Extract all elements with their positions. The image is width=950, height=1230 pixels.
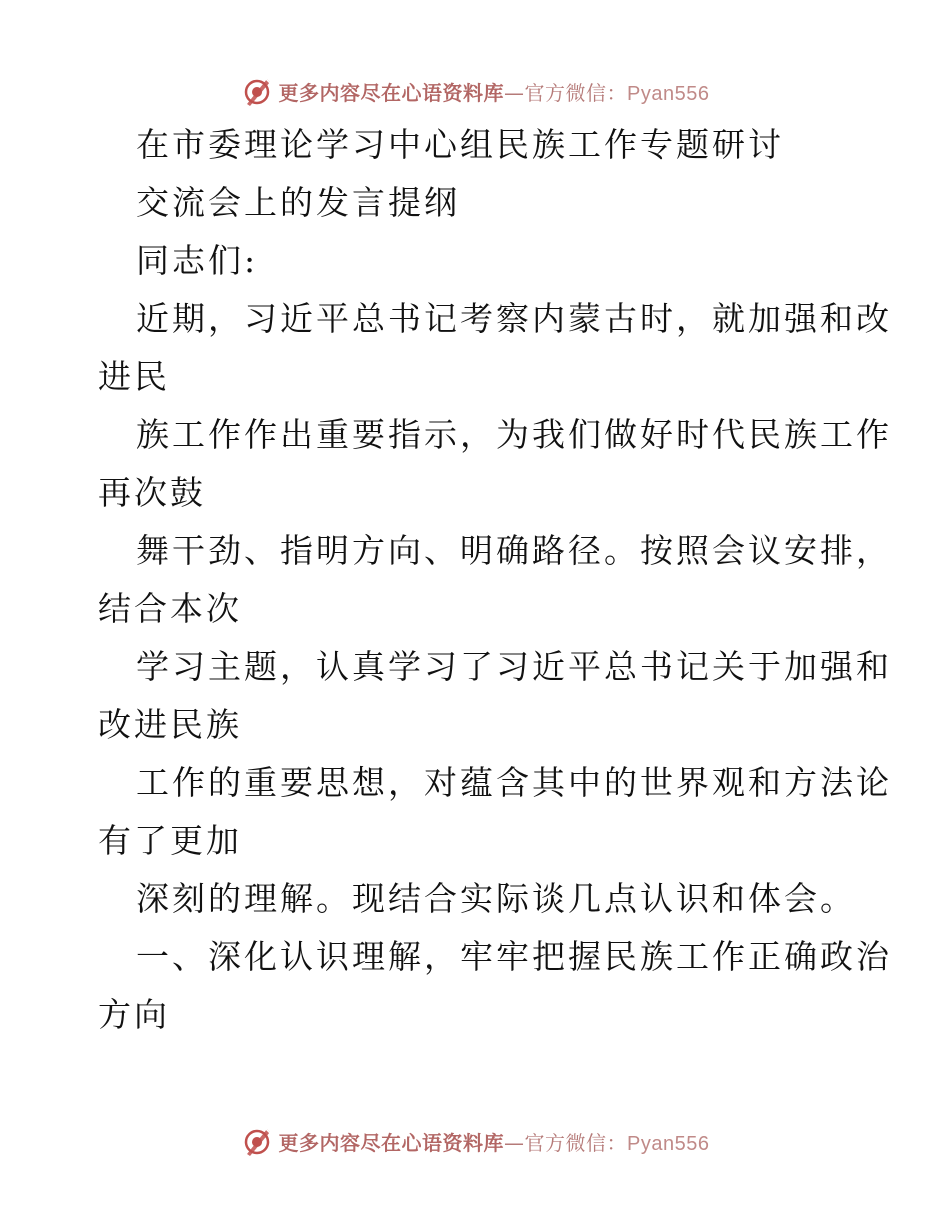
paragraph-line: 舞干劲、指明方向、明确路径。按照会议安排，	[136, 531, 892, 570]
title-line-1: 在市委理论学习中心组民族工作专题研讨	[136, 125, 784, 164]
watermark-text	[279, 77, 710, 106]
watermark-site: 更多内容尽在心语资料库	[278, 80, 505, 105]
watermark-wechat-label: 官方微信：	[524, 80, 628, 105]
paragraph-line: 改进民族	[98, 705, 242, 744]
paragraph-line: 进民	[98, 357, 170, 396]
watermark-site: 更多内容尽在心语资料库	[278, 1130, 505, 1155]
pen-logo-icon	[241, 75, 273, 107]
section-heading-continuation: 方向	[98, 995, 170, 1034]
watermark-handle: Pyan556	[627, 1132, 710, 1155]
paragraph-line: 深刻的理解。现结合实际谈几点认识和体会。	[136, 879, 856, 918]
watermark-header	[0, 71, 950, 111]
section-heading: 一、深化认识理解，牢牢把握民族工作正确政治	[136, 937, 892, 976]
document-body	[98, 116, 892, 1044]
paragraph-line: 结合本次	[98, 589, 242, 628]
watermark-separator: —	[504, 80, 525, 105]
paragraph-line: 族工作作出重要指示，为我们做好时代民族工作	[136, 415, 892, 454]
pen-logo-icon	[241, 1125, 273, 1157]
watermark-handle: Pyan556	[627, 82, 710, 105]
salutation: 同志们:	[136, 241, 259, 280]
watermark-wechat-label: 官方微信：	[524, 1130, 628, 1155]
paragraph-line: 学习主题，认真学习了习近平总书记关于加强和	[136, 647, 892, 686]
paragraph-line: 再次鼓	[98, 473, 206, 512]
paragraph-line: 工作的重要思想，对蕴含其中的世界观和方法论	[136, 763, 892, 802]
title-line-2: 交流会上的发言提纲	[136, 183, 460, 222]
paragraph-line: 近期，习近平总书记考察内蒙古时，就加强和改	[136, 299, 892, 338]
watermark-footer	[0, 1121, 950, 1161]
paragraph-line: 有了更加	[98, 821, 242, 860]
watermark-text	[279, 1127, 710, 1156]
watermark-separator: —	[504, 1130, 525, 1155]
